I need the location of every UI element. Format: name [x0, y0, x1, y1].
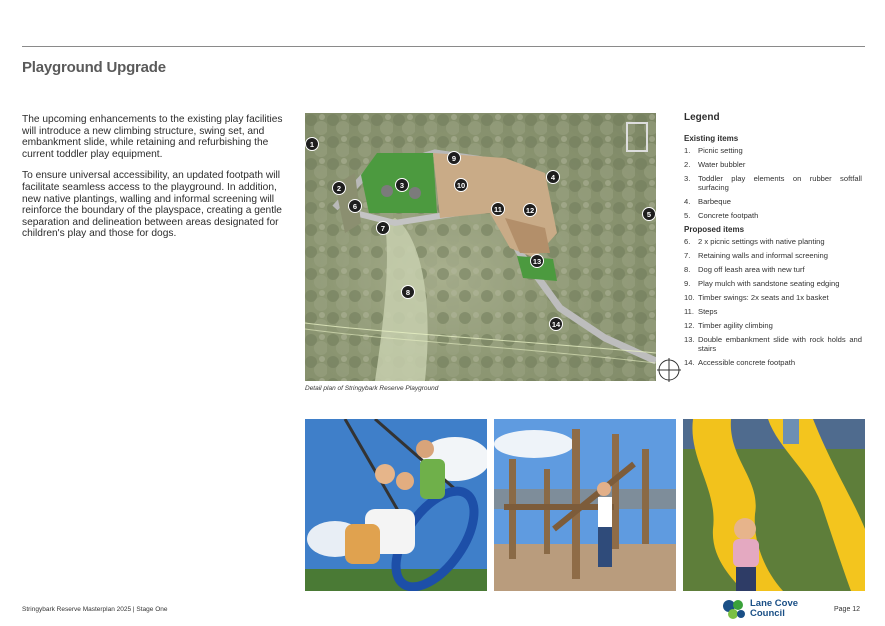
- plan-marker-2: 2: [332, 181, 346, 195]
- legend-item-text: Picnic setting: [698, 146, 743, 155]
- legend-item-number: 12.: [684, 321, 695, 331]
- intro-text: [22, 114, 294, 250]
- legend-item: [684, 321, 862, 330]
- logo-line-1: Lane Cove: [750, 598, 799, 609]
- legend-item-text: Water bubbler: [698, 160, 746, 169]
- legend-item-text: Double embankment slide with rock holds and stairs: [698, 335, 862, 354]
- plan-marker-14: 14: [549, 317, 563, 331]
- embankment-slide-illustration: [683, 419, 865, 591]
- legend-item-number: 4.: [684, 197, 691, 207]
- legend: [684, 112, 862, 372]
- legend-title: Legend: [684, 112, 720, 123]
- legend-item-number: 8.: [684, 265, 691, 275]
- legend-proposed-list: [684, 237, 862, 367]
- legend-existing-list: [684, 146, 862, 220]
- legend-item-text: Accessible concrete footpath: [698, 358, 796, 368]
- logo-line-2: Council: [750, 607, 785, 619]
- legend-item: [684, 211, 862, 220]
- legend-item: [684, 293, 862, 302]
- intro-paragraph-1: The upcoming enhancements to the existing play facilities will introduce a new climbing structure, swing set, and embankment slide, while retaining and refurbishing the current toddler play equipment.: [22, 114, 283, 160]
- intro-paragraph-2: To ensure universal accessibility, an updated footpath will facilitate seamless access to the playground. In addition, new native plantings, walling and informal screening will reinforce the boundary of the playspace, creating a gentle separation and delineation between areas designated for children's play and those for dogs.: [22, 170, 282, 240]
- plan-marker-9: 9: [447, 151, 461, 165]
- plan-marker-10: 10: [454, 178, 468, 192]
- legend-item-number: 3.: [684, 174, 691, 183]
- plan-marker-7: 7: [376, 221, 390, 235]
- legend-item-text: Barbeque: [698, 197, 731, 207]
- legend-item: [684, 265, 862, 274]
- legend-item: [684, 197, 862, 206]
- legend-existing-heading: Existing items: [684, 134, 739, 143]
- header-rule: [22, 46, 865, 47]
- legend-item: [684, 335, 862, 353]
- playground-plan-image: [305, 113, 656, 381]
- footer-document-title: Stringybark Reserve Masterplan 2025 | Stage One: [22, 606, 168, 613]
- page-number: Page 12: [834, 606, 861, 613]
- council-logo-text: [750, 599, 798, 618]
- legend-item-text: Steps: [698, 307, 718, 317]
- legend-item-text: Timber swings: 2x seats and 1x basket: [698, 293, 829, 303]
- legend-item-number: 7.: [684, 251, 691, 261]
- legend-item: [684, 146, 862, 155]
- legend-item: [684, 251, 862, 260]
- legend-item-number: 6.: [684, 237, 691, 247]
- legend-item: [684, 174, 862, 192]
- legend-item-number: 9.: [684, 279, 691, 289]
- legend-item-text: Toddler play elements on rubber softfall surfacing: [698, 174, 862, 193]
- legend-item-text: Retaining walls and informal screening: [698, 251, 829, 261]
- legend-item-number: 11.: [684, 307, 694, 317]
- plan-marker-5: 5: [642, 207, 656, 221]
- page-title: Playground Upgrade: [22, 59, 166, 76]
- plan-marker-12: 12: [523, 203, 537, 217]
- basket-swing-illustration: [305, 419, 487, 591]
- plan-marker-4: 4: [546, 170, 560, 184]
- photo-basket-swing: [305, 419, 487, 591]
- legend-item: [684, 358, 862, 367]
- legend-item-number: 2.: [684, 160, 691, 169]
- legend-item-number: 14.: [684, 358, 695, 368]
- legend-item-number: 1.: [684, 146, 691, 155]
- photo-embankment-slide: [683, 419, 865, 591]
- legend-item-text: Timber agility climbing: [698, 321, 773, 331]
- legend-item: [684, 279, 862, 288]
- legend-item-text: Dog off leash area with new turf: [698, 265, 805, 275]
- legend-proposed-heading: Proposed items: [684, 225, 745, 235]
- plan-marker-6: 6: [348, 199, 362, 213]
- north-arrow-icon: [657, 358, 681, 382]
- legend-item-number: 13.: [684, 335, 695, 345]
- plan-marker-3: 3: [395, 178, 409, 192]
- legend-item-text: Play mulch with sandstone seating edging: [698, 279, 840, 289]
- legend-item: [684, 160, 862, 169]
- legend-item: [684, 237, 862, 246]
- plan-marker-8: 8: [401, 285, 415, 299]
- plan-marker-11: 11: [491, 202, 505, 216]
- plan-caption: Detail plan of Stringybark Reserve Playground: [305, 385, 439, 392]
- plan-drawing: [305, 113, 656, 381]
- legend-item: [684, 307, 862, 316]
- legend-item-text: Concrete footpath: [698, 211, 759, 221]
- timber-climbing-illustration: [494, 419, 676, 591]
- legend-item-number: 10.: [684, 293, 695, 303]
- legend-item-text: 2 x picnic settings with native planting: [698, 237, 825, 247]
- plan-marker-1: 1: [305, 137, 319, 151]
- plan-marker-13: 13: [530, 254, 544, 268]
- photo-timber-climbing: [494, 419, 676, 591]
- legend-item-number: 5.: [684, 211, 691, 221]
